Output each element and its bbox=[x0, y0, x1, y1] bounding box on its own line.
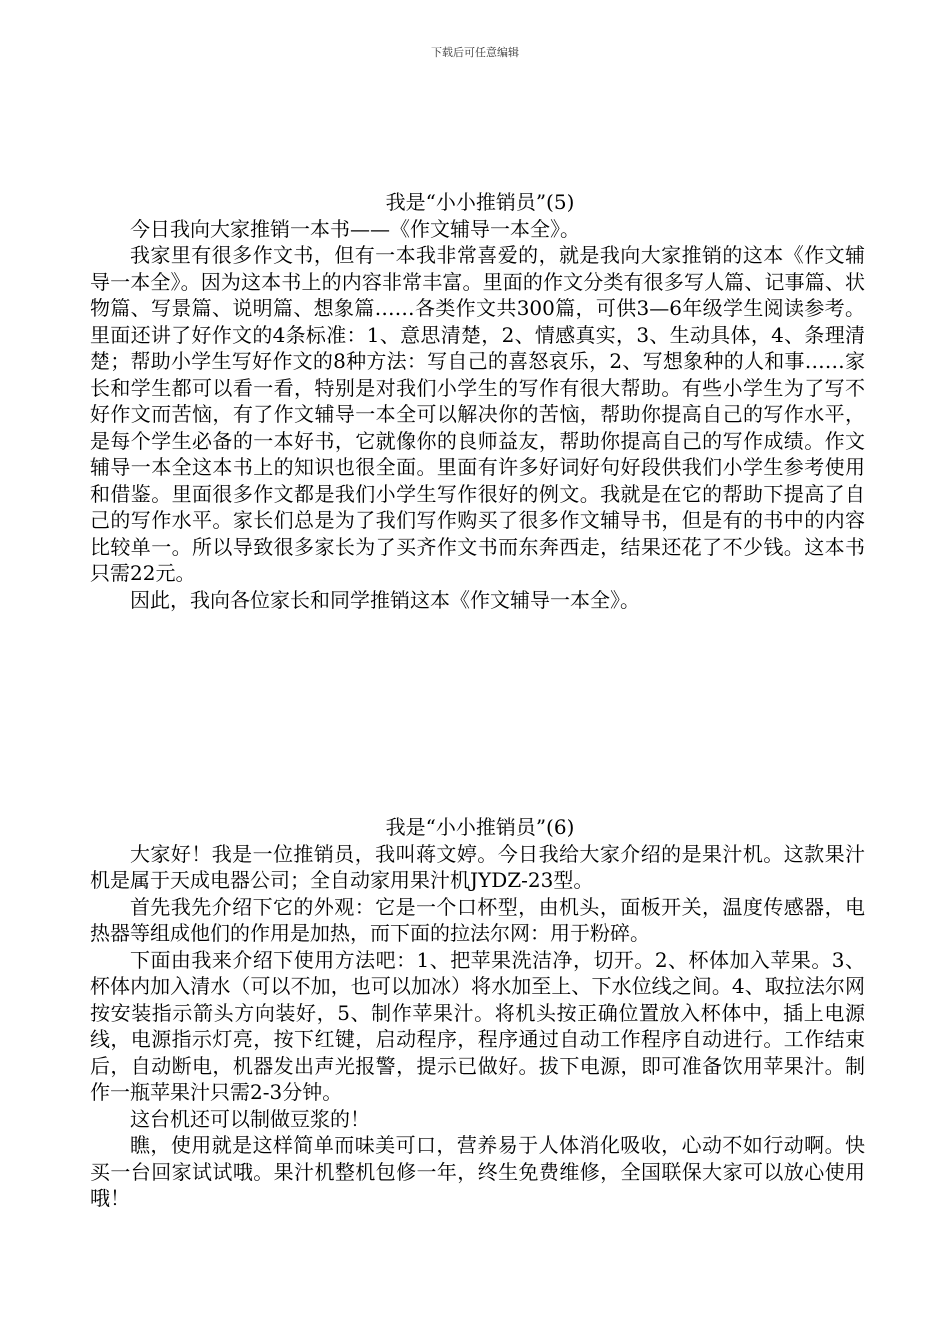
paragraph: 今日我向大家推销一本书——《作文辅导一本全》。 bbox=[130, 216, 580, 241]
article-title: 我是“小小推销员”(5) bbox=[385, 190, 575, 214]
article-title: 我是“小小推销员”(6) bbox=[385, 815, 575, 839]
paragraph: 首先我先介绍下它的外观：它是一个口杯型，由机头，面板开关，温度传感器，电热器等组成他们的作用是加热，而下面的拉法尔网：用于粉碎。 bbox=[90, 894, 865, 945]
paragraph: 我家里有很多作文书，但有一本我非常喜爱的，就是我向大家推销的这本《作文辅导一本全》。因为这本书上的内容非常丰富。里面的作文分类有很多写人篇、记事篇、状物篇、写景篇、说明篇、想象篇……各类作文共300篇，可供3—6年级学生阅读参考。里面还讲了好作文的4条标准：1、意思清楚，2、情感真实，3、生动具体，4、条理清楚；帮助小学生写好作文的8种方法：写自己的喜怒哀乐，2、写想象种的人和事……家长和学生都可以看一看，特别是对我们小学生的写作有很大帮助。有些小学生为了写不好作文而苦恼，有了作文辅导一本全可以解决你的苦恼，帮助你提高自己的写作水平，是每个学生必备的一本好书，它就像你的良师益友，帮助你提高自己的写作成绩。作文辅导一本全这本书上的知识也很全面。里面有许多好词好句好段供我们小学生参考使用和借鉴。里面很多作文都是我们小学生写作很好的例文。我就是在它的帮助下提高了自己的写作水平。家长们总是为了我们写作购买了很多作文辅导书，但是有的书中的内容比较单一。所以导致很多家长为了买齐作文书而东奔西走，结果还花了不少钱。这本书只需22元。 bbox=[90, 243, 865, 585]
paragraph: 下面由我来介绍下使用方法吧：1、把苹果洗洁净，切开。2、杯体加入苹果。3、杯体内加入清水（可以不加，也可以加冰）将水加至上、下水位线之间。4、取拉法尔网按安装指示箭头方向装好，5、制作苹果汁。将机头按正确位置放入杯体中，插上电源线，电源指示灯亮，按下红键，启动程序，程序通过自动工作程序自动进行。工作结束后，自动断电，机器发出声光报警，提示已做好。拔下电源，即可准备饮用苹果汁。制作一瓶苹果汁只需2-3分钟。 bbox=[90, 947, 865, 1104]
page-header-note: 下载后可任意编辑 bbox=[431, 46, 519, 59]
paragraph: 瞧，使用就是这样简单而味美可口，营养易于人体消化吸收，心动不如行动啊。快买一台回家试试哦。果汁机整机包修一年，终生免费维修，全国联保大家可以放心使用哦！ bbox=[90, 1133, 865, 1210]
paragraph: 这台机还可以制做豆浆的！ bbox=[130, 1106, 370, 1131]
article-promo-juicer bbox=[90, 814, 865, 1212]
article-promo-book bbox=[90, 189, 865, 613]
paragraph: 因此，我向各位家长和同学推销这本《作文辅导一本全》。 bbox=[130, 587, 640, 612]
paragraph: 大家好！我是一位推销员，我叫蒋文婷。今日我给大家介绍的是果汁机。这款果汁机是属于天成电器公司；全自动家用果汁机JYDZ-23型。 bbox=[90, 841, 865, 892]
